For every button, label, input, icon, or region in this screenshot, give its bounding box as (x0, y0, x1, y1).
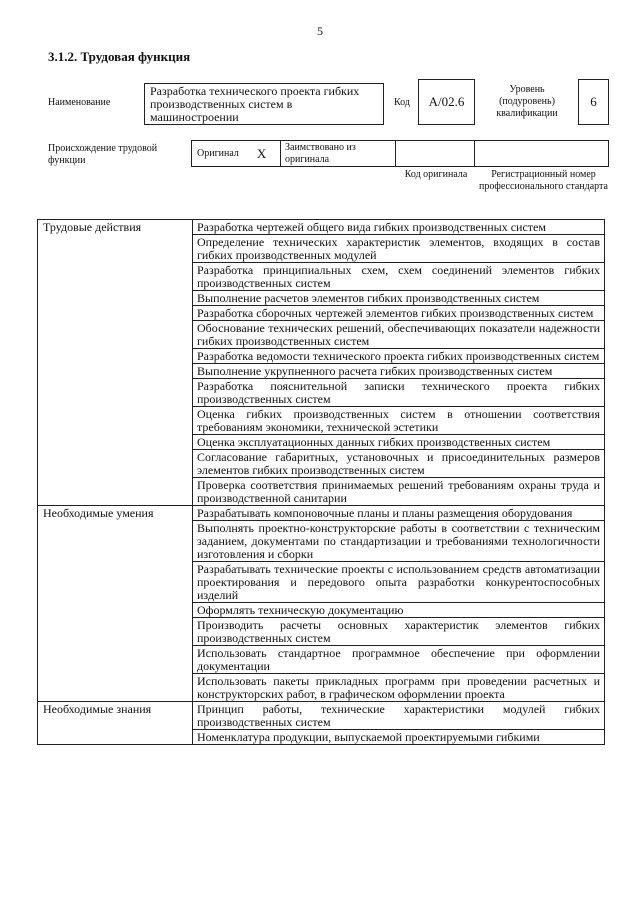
code-label: Код (394, 97, 410, 108)
list-item: Обоснование технических решений, обеспечивающих показатели надежности гибких производственных систем (193, 321, 605, 349)
group-title: Трудовые действия (38, 220, 193, 506)
origin-borrowed-cell: Заимствовано из оригинала (280, 140, 396, 167)
origin-original-cell (191, 140, 281, 167)
list-item: Разработка чертежей общего вида гибких производственных систем (193, 220, 605, 235)
list-item: Номенклатура продукции, выпускаемой проектируемыми гибкими (193, 730, 605, 745)
list-item: Согласование габаритных, установочных и присоединительных размеров элементов гибких производственных систем (193, 450, 605, 478)
list-item: Выполнение укрупненного расчета гибких производственных систем (193, 364, 605, 379)
list-item: Разработка принципиальных схем, схем соединений элементов гибких производственных систем (193, 263, 605, 291)
list-item: Разработка сборочных чертежей элементов гибких производственных систем (193, 306, 605, 321)
function-name-field: Разработка технического проекта гибких производственных систем в машиностроении (144, 83, 384, 125)
list-item: Оценка гибких производственных систем в отношении соответствия требованиям экономики, технической эстетики (193, 407, 605, 435)
origin-code-cell (395, 140, 475, 167)
table-row (38, 220, 605, 235)
list-item: Разработка пояснительной записки технического проекта гибких производственных систем (193, 379, 605, 407)
table-row (38, 702, 605, 730)
level-field: 6 (578, 79, 609, 125)
level-label: Уровень (подуровень) квалификации (496, 84, 558, 119)
function-details-table (37, 219, 605, 745)
table-row (38, 506, 605, 521)
origin-reg-caption: Регистрационный номер профессионального стандарта (479, 169, 608, 192)
name-label: Наименование (48, 97, 111, 108)
list-item: Выполнять проектно-конструкторские работы в соответствии с техническим заданием, документами по стандартизации и требованиями технологичности изготовления и сборки (193, 521, 605, 562)
list-item: Разрабатывать компоновочные планы и планы размещения оборудования (193, 506, 605, 521)
origin-original-mark: X (256, 145, 267, 161)
list-item: Использовать стандартное программное обеспечение при оформлении документации (193, 646, 605, 674)
origin-code-caption: Код оригинала (404, 169, 468, 180)
group-title: Необходимые знания (38, 702, 193, 745)
list-item: Определение технических характеристик элементов, входящих в состав гибких производственных модулей (193, 235, 605, 263)
group-title: Необходимые умения (38, 506, 193, 702)
list-item: Выполнение расчетов элементов гибких производственных систем (193, 291, 605, 306)
origin-original-label: Оригинал (197, 148, 239, 159)
origin-reg-cell (474, 140, 609, 167)
list-item: Производить расчеты основных характеристик элементов гибких производственных систем (193, 618, 605, 646)
origin-label: Происхождение трудовой функции (48, 143, 158, 166)
list-item: Оценка эксплуатационных данных гибких производственных систем (193, 435, 605, 450)
list-item: Оформлять техническую документацию (193, 603, 605, 618)
list-item: Разрабатывать технические проекты с использованием средств автоматизации проектирования и передового опыта разработки конкурентоспособных изделий (193, 562, 605, 603)
list-item: Разработка ведомости технического проекта гибких производственных систем (193, 349, 605, 364)
origin-row (192, 140, 609, 167)
section-title: 3.1.2. Трудовая функция (48, 49, 191, 64)
list-item: Проверка соответствия принимаемых решений требованиям охраны труда и производственной санитарии (193, 478, 605, 506)
page-number: 5 (317, 24, 323, 38)
list-item: Использовать пакеты прикладных программ при проведении расчетных и конструкторских работ, в графическом оформлении проекта (193, 674, 605, 702)
code-field: A/02.6 (418, 79, 475, 125)
list-item: Принцип работы, технические характеристики модулей гибких производственных систем (193, 702, 605, 730)
